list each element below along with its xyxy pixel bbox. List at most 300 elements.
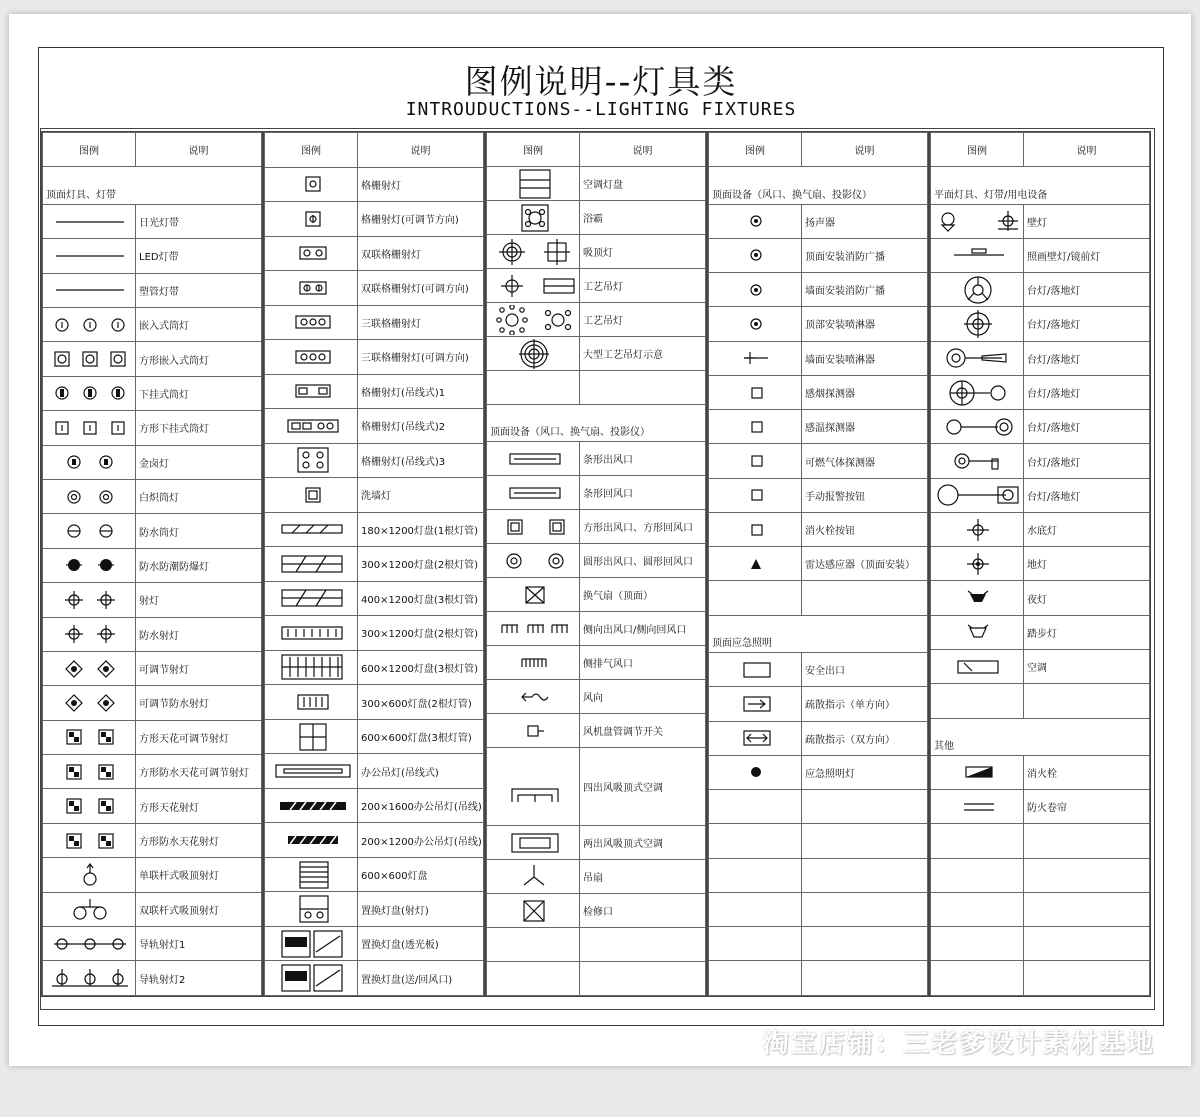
legend-description: 墙面安装消防广播 <box>802 273 928 307</box>
legend-description <box>580 928 706 962</box>
table-row <box>709 687 928 721</box>
legend-description: 顶部安装喷淋器 <box>802 307 928 341</box>
legend-symbol <box>931 684 1024 718</box>
legend-symbol <box>931 444 1024 478</box>
legend-symbol-icon <box>44 516 135 546</box>
legend-symbol <box>265 892 358 927</box>
legend-symbol-icon <box>44 963 135 993</box>
header-desc: 说明 <box>1024 133 1150 167</box>
legend-symbol-icon <box>488 203 579 233</box>
group-heading: 顶面灯具、灯带 <box>43 167 262 204</box>
table-row <box>709 927 928 961</box>
table-row <box>709 375 928 409</box>
legend-symbol <box>487 235 580 269</box>
table-row <box>709 790 928 824</box>
legend-symbol <box>43 617 136 651</box>
legend-description: 白炽筒灯 <box>136 479 262 513</box>
legend-symbol <box>265 616 358 651</box>
table-row <box>709 512 928 546</box>
table-row <box>43 307 262 341</box>
table-row <box>931 684 1150 718</box>
table-row <box>487 510 706 544</box>
legend-description: 防火卷帘 <box>1024 790 1150 824</box>
legend-symbol <box>487 612 580 646</box>
legend-description: 水底灯 <box>1024 512 1150 546</box>
legend-symbol <box>931 755 1024 789</box>
legend-description: 吸顶灯 <box>580 235 706 269</box>
table-row <box>709 238 928 272</box>
legend-symbol <box>43 583 136 617</box>
table-row <box>487 860 706 894</box>
legend-column <box>929 131 1151 997</box>
legend-symbol <box>709 927 802 961</box>
table-row <box>487 578 706 612</box>
table-row <box>265 512 484 547</box>
legend-symbol-icon <box>488 828 579 858</box>
legend-description: 600×600灯盘 <box>358 857 484 892</box>
table-row <box>709 204 928 238</box>
table-row <box>265 443 484 478</box>
legend-symbol <box>265 167 358 202</box>
legend-symbol-icon <box>932 309 1023 339</box>
table-row <box>487 826 706 860</box>
legend-symbol-icon <box>488 271 579 301</box>
legend-description: 感烟探测器 <box>802 375 928 409</box>
legend-symbol-icon <box>266 756 357 786</box>
legend-description: 方形防水天花可调节射灯 <box>136 755 262 789</box>
legend-symbol-icon <box>266 376 357 406</box>
legend-symbol <box>487 371 580 405</box>
legend-description: 格栅射灯(吊线式)2 <box>358 409 484 444</box>
legend-description: 安全出口 <box>802 653 928 687</box>
drawing-sheet <box>9 14 1191 1066</box>
legend-description: 应急照明灯 <box>802 755 928 789</box>
legend-symbol <box>709 375 802 409</box>
legend-symbol-icon <box>266 204 357 234</box>
legend-symbol-icon <box>488 305 579 335</box>
legend-symbol-icon <box>44 550 135 580</box>
table-row <box>43 617 262 651</box>
legend-symbol-icon <box>266 238 357 268</box>
legend-description: 方形下挂式筒灯 <box>136 411 262 445</box>
table-row <box>43 720 262 754</box>
legend-symbol-icon <box>710 378 801 408</box>
legend-symbol <box>931 273 1024 307</box>
legend-symbol-icon <box>44 447 135 477</box>
table-row <box>487 235 706 269</box>
legend-symbol-icon <box>266 480 357 510</box>
group-heading: 平面灯具、灯带/用电设备 <box>931 167 1150 204</box>
table-row <box>709 307 928 341</box>
watermark: 淘宝店铺：三老爹设计素材基地 <box>762 1029 1155 1059</box>
legend-symbol-icon <box>710 480 801 510</box>
legend-symbol-icon <box>932 343 1023 373</box>
legend-description: 200×1200办公吊灯(吊线) <box>358 823 484 858</box>
table-row <box>487 714 706 748</box>
table-row <box>265 547 484 582</box>
table-row <box>487 405 706 442</box>
table-row <box>931 478 1150 512</box>
legend-description: 顶面安装消防广播 <box>802 238 928 272</box>
legend-symbol-icon <box>44 482 135 512</box>
legend-symbol-icon <box>266 583 357 613</box>
legend-description: 三联格栅射灯 <box>358 305 484 340</box>
legend-symbol <box>931 478 1024 512</box>
legend-description: 方形嵌入式筒灯 <box>136 342 262 376</box>
legend-symbol-icon <box>710 689 801 719</box>
legend-description: 射灯 <box>136 583 262 617</box>
table-row <box>487 303 706 337</box>
legend-symbol <box>709 478 802 512</box>
legend-description: 导轨射灯1 <box>136 927 262 961</box>
legend-symbol-icon <box>488 896 579 926</box>
legend-description: 工艺吊灯 <box>580 303 706 337</box>
table-row <box>265 616 484 651</box>
table-row <box>709 444 928 478</box>
legend-symbol-icon <box>710 446 801 476</box>
table-row <box>487 544 706 578</box>
legend-description: 消火栓 <box>1024 755 1150 789</box>
legend-symbol-icon <box>44 585 135 615</box>
legend-description: 洗墙灯 <box>358 478 484 513</box>
legend-description: 防水筒灯 <box>136 514 262 548</box>
legend-symbol-icon <box>266 273 357 303</box>
legend-description: 防水防潮防爆灯 <box>136 548 262 582</box>
legend-symbol <box>43 686 136 720</box>
table-row <box>265 340 484 375</box>
table-row <box>709 547 928 581</box>
legend-description: 台灯/落地灯 <box>1024 478 1150 512</box>
legend-symbol <box>265 926 358 961</box>
legend-symbol <box>709 204 802 238</box>
legend-symbol <box>487 442 580 476</box>
legend-symbol <box>931 410 1024 444</box>
legend-description <box>580 371 706 405</box>
legend-description: 日光灯带 <box>136 204 262 238</box>
legend-description: 600×600灯盘(3根灯管) <box>358 719 484 754</box>
legend-description: 双联杆式吸顶射灯 <box>136 892 262 926</box>
legend-description <box>802 858 928 892</box>
legend-description: 四出风吸顶式空调 <box>580 748 706 826</box>
legend-symbol <box>931 650 1024 684</box>
legend-description: 台灯/落地灯 <box>1024 375 1150 409</box>
legend-description: 感温探测器 <box>802 410 928 444</box>
legend-symbol <box>43 342 136 376</box>
legend-symbol <box>931 341 1024 375</box>
table-row <box>487 371 706 405</box>
legend-description: 400×1200灯盘(3根灯管) <box>358 581 484 616</box>
legend-description: 工艺吊灯 <box>580 269 706 303</box>
legend-symbol-icon <box>488 862 579 892</box>
legend-symbol-icon <box>488 169 579 199</box>
legend-column <box>485 131 707 997</box>
legend-description: 下挂式筒灯 <box>136 376 262 410</box>
legend-symbol <box>931 961 1024 996</box>
header-symbol: 图例 <box>265 133 358 168</box>
legend-symbol <box>709 755 802 789</box>
table-row <box>931 204 1150 238</box>
legend-symbol-icon <box>266 791 357 821</box>
table-row <box>265 719 484 754</box>
legend-symbol-icon <box>44 241 135 271</box>
table-row <box>709 581 928 615</box>
table-row <box>43 342 262 376</box>
table-row <box>265 167 484 202</box>
legend-symbol-icon <box>932 652 1023 682</box>
table-row <box>709 478 928 512</box>
table-row <box>931 892 1150 926</box>
table-row <box>43 789 262 823</box>
legend-description: 双联格栅射灯 <box>358 236 484 271</box>
legend-description: 格栅射灯(可调节方向) <box>358 202 484 237</box>
table-row <box>43 583 262 617</box>
table-row <box>43 167 262 204</box>
legend-symbol <box>709 341 802 375</box>
drawing-frame <box>38 47 1164 1026</box>
legend-description: 可调节射灯 <box>136 651 262 685</box>
legend-symbol-icon <box>710 240 801 270</box>
legend-symbol-icon <box>44 207 135 237</box>
table-row <box>43 892 262 926</box>
table-row <box>931 410 1150 444</box>
table-row <box>487 962 706 996</box>
legend-symbol-icon <box>932 480 1023 510</box>
legend-symbol-icon <box>710 343 801 373</box>
legend-symbol <box>265 719 358 754</box>
legend-symbol <box>931 892 1024 926</box>
table-row <box>43 411 262 445</box>
legend-symbol-icon <box>266 860 357 890</box>
table-row <box>709 167 928 204</box>
legend-symbol <box>43 720 136 754</box>
legend-symbol <box>487 826 580 860</box>
table-row <box>487 612 706 646</box>
page-title: 图例说明--灯具类 <box>464 62 738 101</box>
table-row <box>43 651 262 685</box>
legend-symbol-icon <box>44 826 135 856</box>
legend-description: 300×600灯盘(2根灯管) <box>358 685 484 720</box>
legend-symbol <box>265 443 358 478</box>
table-row <box>709 410 928 444</box>
legend-symbol-icon <box>266 169 357 199</box>
table-row <box>931 341 1150 375</box>
table-row <box>709 721 928 755</box>
table-row <box>487 646 706 680</box>
legend-symbol <box>265 788 358 823</box>
legend-symbol-icon <box>44 654 135 684</box>
table-row <box>43 273 262 307</box>
legend-symbol <box>709 547 802 581</box>
table-row <box>487 269 706 303</box>
legend-symbol <box>265 581 358 616</box>
legend-symbol <box>931 927 1024 961</box>
legend-symbol-icon <box>44 413 135 443</box>
table-row <box>487 894 706 928</box>
legend-symbol-icon <box>266 411 357 441</box>
legend-symbol <box>265 374 358 409</box>
legend-description <box>802 790 928 824</box>
legend-table <box>40 128 1155 1010</box>
legend-symbol <box>265 857 358 892</box>
legend-symbol-icon <box>488 716 579 746</box>
legend-symbol <box>487 962 580 996</box>
legend-symbol-icon <box>266 618 357 648</box>
legend-description: 置换灯盘(透光板) <box>358 926 484 961</box>
legend-symbol <box>43 445 136 479</box>
legend-description: 空调灯盘 <box>580 167 706 201</box>
legend-symbol <box>43 239 136 273</box>
legend-symbol <box>709 238 802 272</box>
legend-symbol-icon <box>44 791 135 821</box>
legend-symbol-icon <box>488 772 579 802</box>
table-row <box>265 202 484 237</box>
legend-symbol <box>265 961 358 996</box>
legend-symbol-icon <box>44 929 135 959</box>
legend-symbol <box>265 685 358 720</box>
legend-symbol <box>43 514 136 548</box>
legend-description: 夜灯 <box>1024 581 1150 615</box>
legend-description: 侧向出风口/侧向回风口 <box>580 612 706 646</box>
legend-symbol-icon <box>44 688 135 718</box>
legend-description: 格栅射灯(吊线式)1 <box>358 374 484 409</box>
legend-description: 300×1200灯盘(2根灯管) <box>358 616 484 651</box>
legend-symbol <box>487 303 580 337</box>
legend-symbol-icon <box>266 514 357 544</box>
table-row <box>709 824 928 858</box>
legend-symbol-icon <box>44 894 135 924</box>
legend-symbol-icon <box>932 583 1023 613</box>
legend-column <box>707 131 929 997</box>
legend-description <box>802 961 928 996</box>
table-row <box>265 823 484 858</box>
table-row <box>43 823 262 857</box>
legend-symbol <box>931 858 1024 892</box>
legend-symbol <box>487 860 580 894</box>
legend-symbol <box>265 512 358 547</box>
legend-description: 台灯/落地灯 <box>1024 341 1150 375</box>
legend-description: 方形天花射灯 <box>136 789 262 823</box>
legend-description: 置换灯盘(送/回风口) <box>358 961 484 996</box>
legend-description: 可燃气体探测器 <box>802 444 928 478</box>
table-row <box>931 167 1150 204</box>
legend-description: 疏散指示（单方向） <box>802 687 928 721</box>
table-row <box>931 718 1150 755</box>
legend-description: 台灯/落地灯 <box>1024 307 1150 341</box>
table-row <box>709 755 928 789</box>
table-row <box>709 273 928 307</box>
table-row <box>265 409 484 444</box>
legend-description <box>802 824 928 858</box>
legend-symbol <box>265 409 358 444</box>
legend-symbol <box>43 858 136 892</box>
legend-symbol <box>265 202 358 237</box>
legend-description: 600×1200灯盘(3根灯管) <box>358 650 484 685</box>
table-row <box>43 961 262 996</box>
legend-description <box>1024 858 1150 892</box>
legend-description: 雷达感应器（顶面安装） <box>802 547 928 581</box>
legend-description: 扬声器 <box>802 204 928 238</box>
legend-symbol-icon <box>488 614 579 644</box>
legend-description: 壁灯 <box>1024 204 1150 238</box>
legend-symbol-icon <box>932 240 1023 270</box>
legend-description: 墙面安装喷淋器 <box>802 341 928 375</box>
table-row <box>265 754 484 789</box>
legend-symbol-icon <box>266 894 357 924</box>
legend-description: 侧排气风口 <box>580 646 706 680</box>
table-row <box>931 755 1150 789</box>
legend-description: 台灯/落地灯 <box>1024 444 1150 478</box>
table-row <box>265 236 484 271</box>
legend-symbol-icon <box>932 446 1023 476</box>
table-row <box>265 478 484 513</box>
legend-description: 200×1600办公吊灯(吊线) <box>358 788 484 823</box>
table-row <box>709 341 928 375</box>
legend-symbol-icon <box>488 339 579 369</box>
legend-symbol <box>265 754 358 789</box>
legend-symbol <box>709 410 802 444</box>
legend-symbol <box>931 204 1024 238</box>
legend-description: 方形出风口、方形回风口 <box>580 510 706 544</box>
header-desc: 说明 <box>580 133 706 167</box>
legend-symbol-icon <box>932 515 1023 545</box>
legend-symbol-icon <box>932 757 1023 787</box>
legend-column <box>41 131 263 997</box>
header-symbol: 图例 <box>931 133 1024 167</box>
table-row <box>43 204 262 238</box>
legend-symbol <box>43 411 136 445</box>
legend-symbol <box>487 894 580 928</box>
table-row <box>931 547 1150 581</box>
table-row <box>43 755 262 789</box>
legend-description: 地灯 <box>1024 547 1150 581</box>
legend-symbol <box>265 478 358 513</box>
legend-symbol-icon <box>932 617 1023 647</box>
legend-symbol <box>709 687 802 721</box>
table-row <box>487 201 706 235</box>
legend-description: 踏步灯 <box>1024 615 1150 649</box>
table-row <box>265 961 484 996</box>
legend-symbol <box>487 928 580 962</box>
legend-description: 方形防水天花射灯 <box>136 823 262 857</box>
table-row <box>487 442 706 476</box>
legend-description: 三联格栅射灯(可调方向) <box>358 340 484 375</box>
table-row <box>931 581 1150 615</box>
table-row <box>265 305 484 340</box>
legend-symbol-icon <box>266 445 357 475</box>
legend-symbol <box>487 578 580 612</box>
legend-symbol <box>43 892 136 926</box>
table-row <box>709 615 928 652</box>
legend-symbol-icon <box>932 275 1023 305</box>
legend-symbol <box>43 204 136 238</box>
legend-symbol <box>709 790 802 824</box>
legend-symbol-icon <box>266 687 357 717</box>
page-subtitle: INTROUDUCTIONS--LIGHTING FIXTURES <box>405 99 797 120</box>
legend-symbol <box>265 305 358 340</box>
legend-description: 照画壁灯/镜前灯 <box>1024 238 1150 272</box>
legend-symbol-icon <box>710 515 801 545</box>
legend-symbol-icon <box>932 412 1023 442</box>
legend-description: 圆形出风口、圆形回风口 <box>580 544 706 578</box>
legend-symbol-icon <box>710 655 801 685</box>
legend-symbol-icon <box>44 757 135 787</box>
legend-symbol <box>709 307 802 341</box>
legend-description: 两出风吸顶式空调 <box>580 826 706 860</box>
legend-description: 条形出风口 <box>580 442 706 476</box>
legend-symbol <box>43 789 136 823</box>
legend-description: 格栅射灯(吊线式)3 <box>358 443 484 478</box>
legend-description: 金卤灯 <box>136 445 262 479</box>
